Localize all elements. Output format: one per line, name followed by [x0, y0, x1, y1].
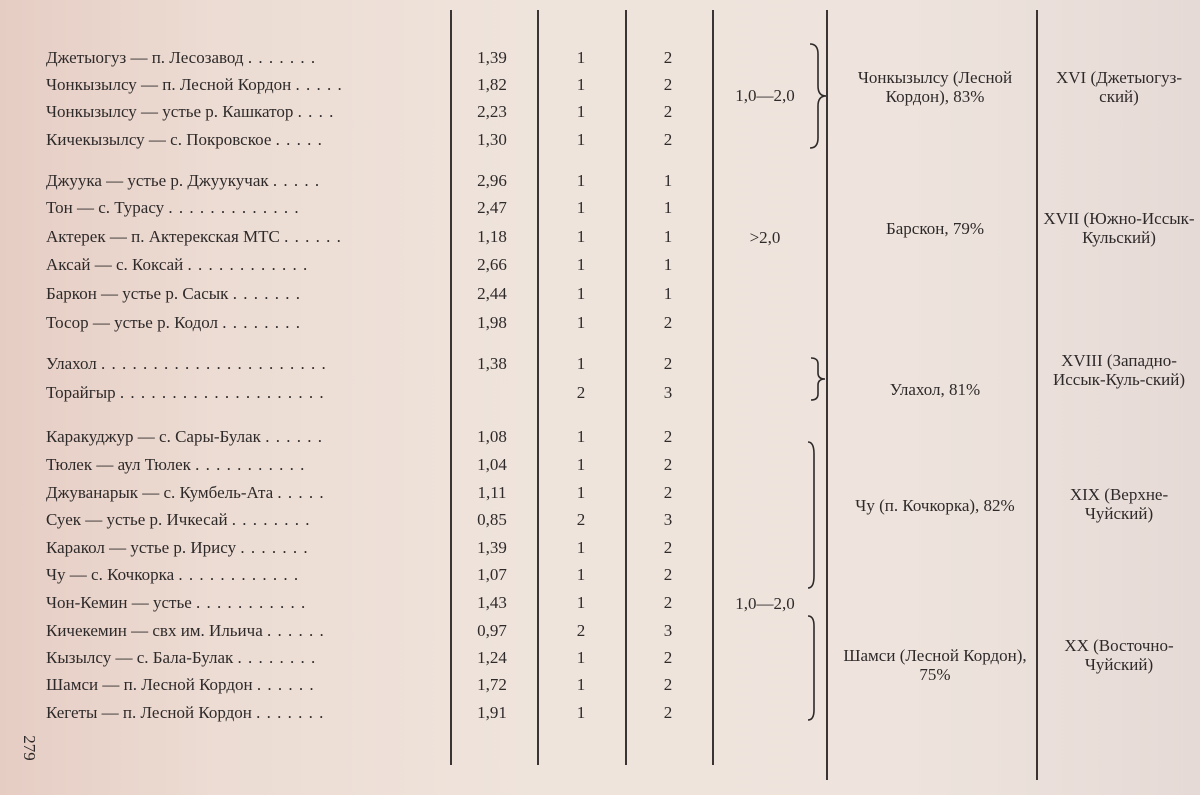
water-value: 1,0—2,0 — [735, 86, 795, 105]
table-row-name: Торайгыр . . . . . . . . . . . . . . . . . . . . — [46, 383, 325, 402]
table-cell-v3: 2 — [663, 354, 673, 373]
table-cell-v1: 1,43 — [477, 593, 507, 612]
reference-station: Улахол, 81% — [889, 380, 981, 399]
table-cell-v1: 1,11 — [477, 483, 507, 502]
table-cell-v1: 2,96 — [477, 171, 507, 190]
table-row-name: Кегеты — п. Лесной Кордон . . . . . . . — [46, 703, 325, 722]
table-row-name: Чонкызылсу — устье р. Кашкатор . . . . — [46, 102, 335, 121]
table-row-name: Джетыогуз — п. Лесозавод . . . . . . . — [46, 48, 317, 67]
column-rule-3 — [625, 10, 627, 765]
group-brace — [804, 614, 830, 722]
table-cell-v1: 1,82 — [477, 75, 507, 94]
reference-station: Чу (п. Кочкорка), 82% — [855, 496, 1015, 515]
table-row-name: Чонкызылсу — п. Лесной Кордон . . . . . — [46, 75, 343, 94]
table-cell-v3: 2 — [663, 75, 673, 94]
table-cell-v2: 2 — [576, 383, 586, 402]
table-cell-v3: 2 — [663, 483, 673, 502]
table-cell-v3: 3 — [663, 383, 673, 402]
table-cell-v2: 1 — [576, 354, 586, 373]
reference-station: Барскон, 79% — [885, 219, 984, 238]
table-cell-v3: 2 — [663, 455, 673, 474]
table-cell-v2: 1 — [576, 675, 586, 694]
table-cell-v1: 0,85 — [477, 510, 507, 529]
table-row-name: Кызылсу — с. Бала-Булак . . . . . . . . — [46, 648, 317, 667]
table-row-name: Кичекемин — свх им. Ильича . . . . . . — [46, 621, 325, 640]
table-cell-v3: 1 — [663, 227, 673, 246]
table-cell-v2: 1 — [576, 593, 586, 612]
table-cell-v1: 1,08 — [477, 427, 507, 446]
region-label: XVIII (Западно-Иссык-Куль-ский) — [1052, 351, 1186, 389]
table-cell-v3: 2 — [663, 48, 673, 67]
table-cell-v3: 1 — [663, 171, 673, 190]
table-cell-v3: 2 — [663, 675, 673, 694]
table-cell-v2: 1 — [576, 227, 586, 246]
table-cell-v3: 2 — [663, 313, 673, 332]
group-brace — [804, 440, 830, 590]
table-cell-v2: 1 — [576, 75, 586, 94]
table-cell-v1: 2,44 — [477, 284, 507, 303]
table-cell-v2: 1 — [576, 703, 586, 722]
table-cell-v3: 2 — [663, 593, 673, 612]
table-cell-v2: 1 — [576, 455, 586, 474]
table-cell-v2: 1 — [576, 284, 586, 303]
table-cell-v3: 2 — [663, 427, 673, 446]
table-cell-v2: 1 — [576, 565, 586, 584]
table-cell-v2: 1 — [576, 313, 586, 332]
table-cell-v3: 2 — [663, 565, 673, 584]
table-row-name: Актерек — п. Актерекская МТС . . . . . . — [46, 227, 342, 246]
column-rule-2 — [537, 10, 539, 765]
table-row-name: Тюлек — аул Тюлек . . . . . . . . . . . — [46, 455, 306, 474]
table-row-name: Джуука — устье р. Джуукучак . . . . . — [46, 171, 321, 190]
table-row-name: Кичекызылсу — с. Покровское . . . . . — [46, 130, 323, 149]
table-cell-v3: 3 — [663, 621, 673, 640]
region-label: XIX (Верхне-Чуйский) — [1069, 485, 1169, 523]
table-cell-v1: 1,30 — [477, 130, 507, 149]
table-cell-v3: 1 — [663, 198, 673, 217]
table-cell-v1: 1,04 — [477, 455, 507, 474]
table-cell-v1: 1,98 — [477, 313, 507, 332]
group-brace — [806, 356, 830, 402]
table-cell-v2: 2 — [576, 510, 586, 529]
table-cell-v2: 1 — [576, 427, 586, 446]
table-cell-v1: 1,91 — [477, 703, 507, 722]
column-rule-6 — [1036, 10, 1038, 780]
table-cell-v3: 2 — [663, 102, 673, 121]
table-cell-v1: 1,18 — [477, 227, 507, 246]
table-cell-v3: 2 — [663, 648, 673, 667]
table-row-name: Улахол . . . . . . . . . . . . . . . . . . . . . . — [46, 354, 327, 373]
table-cell-v1: 0,97 — [477, 621, 507, 640]
table-cell-v2: 1 — [576, 130, 586, 149]
table-row-name: Тон — с. Турасу . . . . . . . . . . . . . — [46, 198, 300, 217]
table-cell-v2: 1 — [576, 48, 586, 67]
table-cell-v2: 1 — [576, 255, 586, 274]
table-row-name: Чу — с. Кочкорка . . . . . . . . . . . . — [46, 565, 300, 584]
reference-station: Шамси (Лесной Кордон), 75% — [843, 646, 1027, 684]
region-label: XVI (Джетыогуз-ский) — [1056, 68, 1182, 106]
table-row-name: Чон-Кемин — устье . . . . . . . . . . . — [46, 593, 307, 612]
table-cell-v2: 1 — [576, 648, 586, 667]
table-cell-v2: 1 — [576, 102, 586, 121]
table-row-name: Шамси — п. Лесной Кордон . . . . . . — [46, 675, 315, 694]
region-label: XX (Восточно-Чуйский) — [1064, 636, 1174, 674]
table-cell-v2: 1 — [576, 171, 586, 190]
table-cell-v1: 1,39 — [477, 48, 507, 67]
table-cell-v1: 1,39 — [477, 538, 507, 557]
table-cell-v3: 1 — [663, 255, 673, 274]
table-cell-v1: 2,66 — [477, 255, 507, 274]
group-brace — [804, 42, 830, 150]
table-row-name: Баркон — устье р. Сасык . . . . . . . — [46, 284, 301, 303]
table-row-name: Суек — устье р. Ичкесай . . . . . . . . — [46, 510, 311, 529]
table-row-name: Каракуджур — с. Сары-Булак . . . . . . — [46, 427, 323, 446]
column-rule-4 — [712, 10, 714, 765]
table-cell-v3: 1 — [663, 284, 673, 303]
table-cell-v3: 2 — [663, 130, 673, 149]
table-cell-v2: 1 — [576, 198, 586, 217]
reference-station: Чонкызылсу (Лесной Кордон), 83% — [857, 68, 1013, 106]
table-cell-v3: 2 — [663, 538, 673, 557]
table-cell-v2: 1 — [576, 538, 586, 557]
table-row-name: Каракол — устье р. Ирису . . . . . . . — [46, 538, 309, 557]
table-cell-v1: 1,07 — [477, 565, 507, 584]
table-row-name: Тосор — устье р. Кодол . . . . . . . . — [46, 313, 302, 332]
table-cell-v1: 2,47 — [477, 198, 507, 217]
region-label: XVII (Южно-Иссык-Кульский) — [1043, 209, 1195, 247]
page-number: 279 — [19, 735, 39, 761]
water-value: 1,0—2,0 — [735, 594, 795, 613]
table-cell-v1: 2,23 — [477, 102, 507, 121]
water-value: >2,0 — [749, 228, 781, 247]
table-cell-v3: 3 — [663, 510, 673, 529]
table-cell-v1: 1,72 — [477, 675, 507, 694]
table-row-name: Джуванарык — с. Кумбель-Ата . . . . . — [46, 483, 325, 502]
table-cell-v3: 2 — [663, 703, 673, 722]
table-cell-v1: 1,38 — [477, 354, 507, 373]
table-cell-v1: 1,24 — [477, 648, 507, 667]
table-row-name: Аксай — с. Коксай . . . . . . . . . . . . — [46, 255, 309, 274]
table-cell-v2: 1 — [576, 483, 586, 502]
table-cell-v2: 2 — [576, 621, 586, 640]
